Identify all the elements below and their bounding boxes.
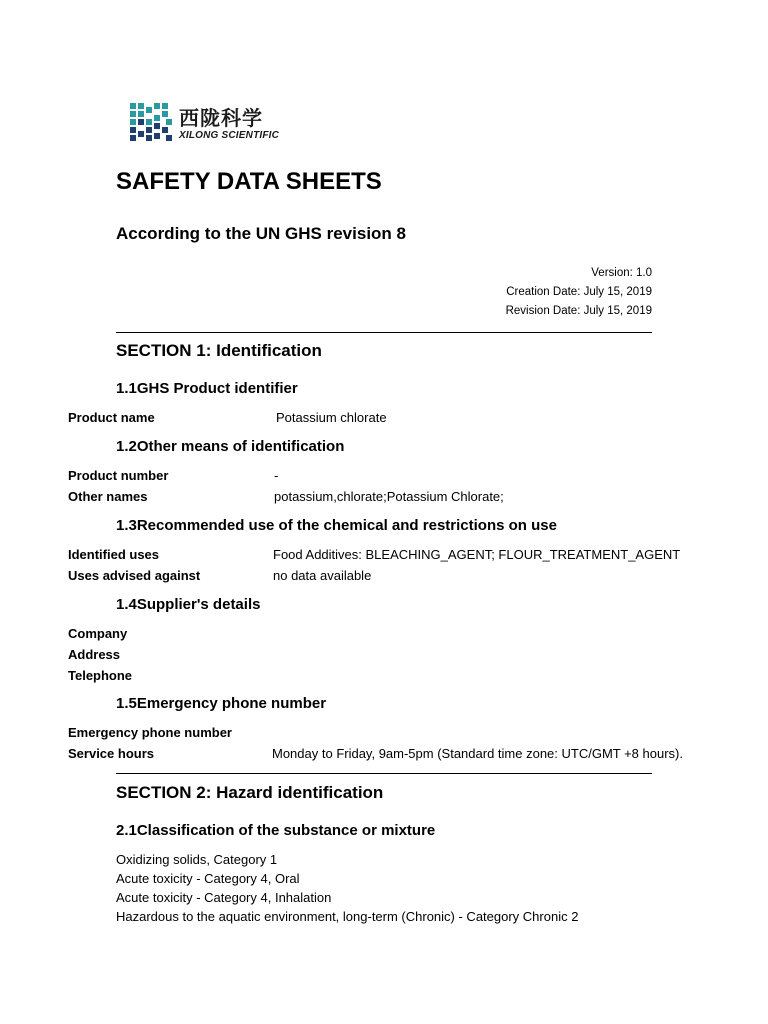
subsection-1-2-title: 1.2Other means of identification <box>116 438 345 455</box>
classification-item: Oxidizing solids, Category 1 <box>116 852 278 867</box>
subsection-1-3-title: 1.3Recommended use of the chemical and restrictions on use <box>116 517 557 534</box>
emergency-phone-label: Emergency phone number <box>68 725 232 740</box>
section-divider <box>116 773 652 774</box>
classification-item: Acute toxicity - Category 4, Oral <box>116 871 300 886</box>
creation-date-text: Creation Date: July 15, 2019 <box>506 286 652 298</box>
uses-advised-against-label: Uses advised against <box>68 568 201 583</box>
company-logo <box>130 103 300 145</box>
service-hours-value: Monday to Friday, 9am-5pm (Standard time zone: UTC/GMT +8 hours). <box>272 746 683 761</box>
subsection-1-4-title: 1.4Supplier's details <box>116 596 261 613</box>
subsection-2-1-title: 2.1Classification of the substance or mixture <box>116 822 436 839</box>
section-divider <box>116 332 652 333</box>
product-number-value: - <box>274 468 279 483</box>
product-name-value: Potassium chlorate <box>276 410 387 425</box>
company-label: Company <box>68 626 128 641</box>
section-1-title: SECTION 1: Identification <box>116 341 322 360</box>
document-title: SAFETY DATA SHEETS <box>116 168 382 195</box>
uses-advised-against-value: no data available <box>273 568 372 583</box>
logo-english-name: XILONG SCIENTIFIC <box>179 130 280 141</box>
version-text: Version: 1.0 <box>591 267 652 279</box>
service-hours-label: Service hours <box>68 746 154 761</box>
revision-date-text: Revision Date: July 15, 2019 <box>505 305 652 317</box>
identified-uses-label: Identified uses <box>68 547 160 562</box>
other-names-label: Other names <box>68 489 148 504</box>
subsection-1-1-title: 1.1GHS Product identifier <box>116 380 298 397</box>
classification-item: Acute toxicity - Category 4, Inhalation <box>116 890 332 905</box>
logo-chinese-name: 西陇科学 <box>179 106 263 130</box>
document-subtitle: According to the UN GHS revision 8 <box>116 224 406 243</box>
product-name-label: Product name <box>68 410 155 425</box>
xilong-grid-logo-icon <box>130 103 174 143</box>
product-number-label: Product number <box>68 468 169 483</box>
subsection-1-5-title: 1.5Emergency phone number <box>116 695 327 712</box>
other-names-value: potassium,chlorate;Potassium Chlorate; <box>274 489 504 504</box>
telephone-label: Telephone <box>68 668 133 683</box>
address-label: Address <box>68 647 121 662</box>
identified-uses-value: Food Additives: BLEACHING_AGENT; FLOUR_TREATMENT_AGENT <box>273 547 681 562</box>
section-2-title: SECTION 2: Hazard identification <box>116 783 384 802</box>
classification-item: Hazardous to the aquatic environment, long-term (Chronic) - Category Chronic 2 <box>116 909 579 924</box>
